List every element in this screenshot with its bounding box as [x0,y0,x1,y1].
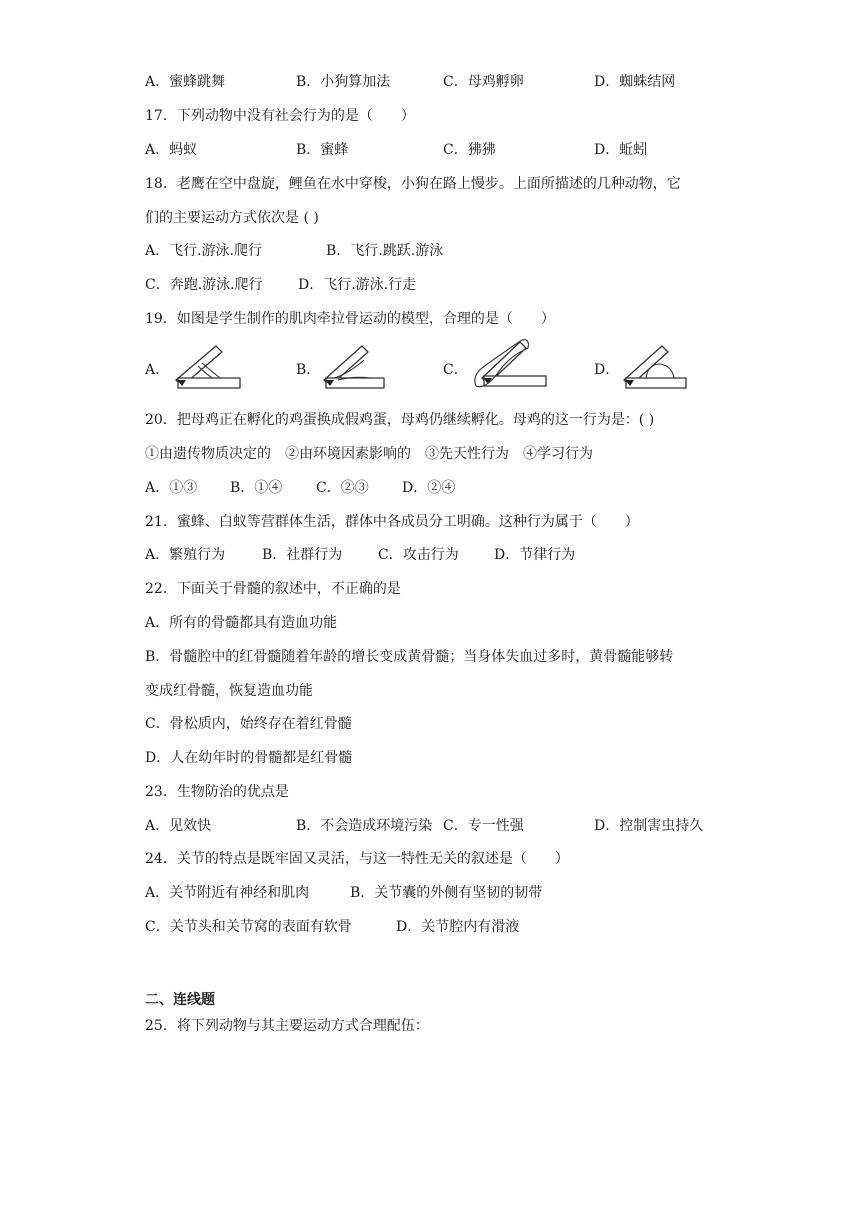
q20-option-c: C．②③ [316,480,369,496]
q17-option-a: A．蚂蚁 [145,142,198,158]
q24-stem: 24．关节的特点是既牢固又灵活，与这一特性无关的叙述是（ ） [145,851,569,867]
lower-bone [178,378,240,388]
q18-option-b: B．飞行.跳跃.游泳 [326,243,444,259]
q19-figure-b [318,342,388,394]
q19-option-a: A． [145,362,170,378]
q16-option-d: D．蜘蛛结网 [594,74,676,90]
q16-option-b: B．小狗算加法 [296,74,391,90]
q20-option-a: A．①③ [145,480,198,496]
q17-option-c: C．狒狒 [443,142,496,158]
q20-option-b: B．①④ [230,480,283,496]
q22-option-b-line1: B．骨髓腔中的红骨髓随着年龄的增长变成黄骨髓；当身体失血过多时，黄骨髓能够转 [145,649,674,665]
q24-option-d: D．关节腔内有滑液 [396,919,520,935]
q19-figure-a [168,342,242,394]
q24-option-c: C．关节头和关节窝的表面有软骨 [145,919,352,935]
q19-option-c: C． [443,362,468,378]
lower-bone [626,378,686,388]
q17-stem: 17．下列动物中没有社会行为的是（ ） [145,108,415,124]
q18-stem-line1: 18．老鹰在空中盘旋，鲤鱼在水中穿梭，小狗在路上慢步。上面所描述的几种动物，它 [145,176,681,192]
q23-option-c: C．专一性强 [443,818,524,834]
q25-stem: 25．将下列动物与其主要运动方式合理配伍： [145,1018,429,1034]
q23-stem: 23．生物防治的优点是 [145,784,289,800]
q22-option-b-line2: 变成红骨髓，恢复造血功能 [145,683,313,699]
q24-option-b: B．关节囊的外侧有坚韧的韧带 [350,885,543,901]
q16-option-a: A．蜜蜂跳舞 [145,74,226,90]
q17-option-d: D．蚯蚓 [594,142,648,158]
q22-option-d: D．人在幼年时的骨髓都是红骨髓 [145,750,353,766]
q21-option-a: A．繁殖行为 [145,547,226,563]
q24-option-a: A．关节附近有神经和肌肉 [145,885,310,901]
q22-option-c: C．骨松质内，始终存在着红骨髓 [145,716,352,732]
q19-stem: 19．如图是学生制作的肌肉牵拉骨运动的模型，合理的是（ ） [145,311,555,327]
q20-option-d: D．②④ [402,480,456,496]
q22-option-a: A．所有的骨髓都具有造血功能 [145,615,338,631]
lower-bone [326,378,384,388]
q21-stem: 21．蜜蜂、白蚁等营群体生活，群体中各成员分工明确。这种行为属于（ ） [145,514,639,530]
muscle [202,363,220,378]
q21-option-c: C．攻击行为 [378,547,459,563]
q19-option-b: B． [296,362,321,378]
lower-bone [484,376,546,386]
q18-option-d: D．飞行.游泳.行走 [298,277,417,293]
q23-option-d: D．控制害虫持久 [594,818,704,834]
q18-option-a: A．飞行.游泳.爬行 [145,243,263,259]
q16-option-c: C．母鸡孵卵 [443,74,524,90]
q17-option-b: B．蜜蜂 [296,142,349,158]
muscle [198,366,212,378]
q20-statements: ①由遗传物质决定的 ②由环境因素影响的 ③先天性行为 ④学习行为 [145,446,593,462]
q18-option-c: C．奔跑.游泳.爬行 [145,277,263,293]
q21-option-d: D．节律行为 [494,547,576,563]
q18-stem-line2: 们的主要运动方式依次是 ( ) [145,210,319,226]
q19-option-d: D． [594,362,620,378]
q23-option-a: A．见效快 [145,818,212,834]
q23-option-b: B．不会造成环境污染 [296,818,433,834]
section-heading: 二、连线题 [145,992,215,1008]
q20-stem: 20．把母鸡正在孵化的鸡蛋换成假鸡蛋，母鸡仍继续孵化。母鸡的这一行为是：( ) [145,412,655,428]
q19-figure-c [470,336,550,394]
q22-stem: 22．下面关于骨髓的叙述中，不正确的是 [145,581,401,597]
q21-option-b: B．社群行为 [262,547,343,563]
q19-figure-d [618,342,690,394]
